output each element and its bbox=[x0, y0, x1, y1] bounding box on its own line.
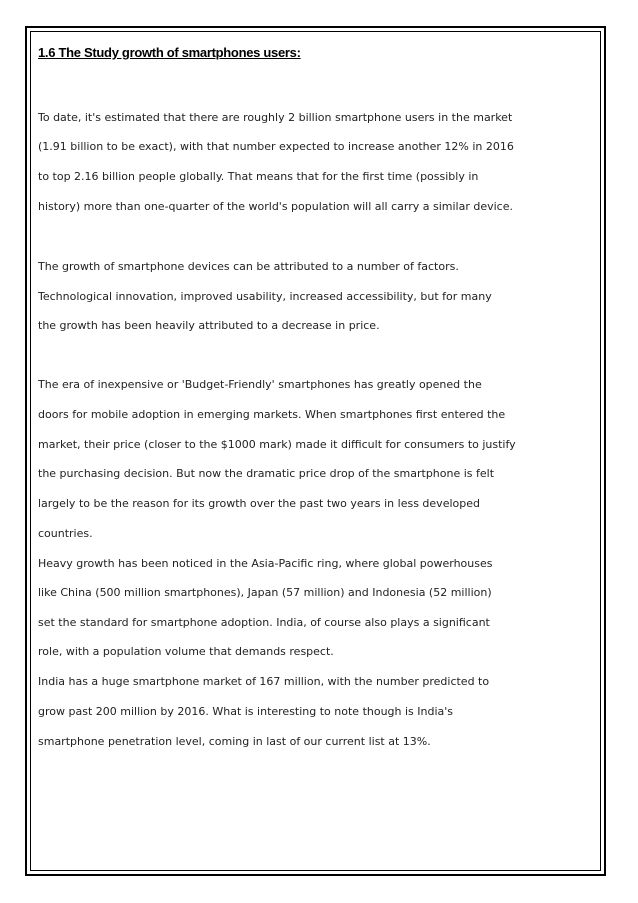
paragraph-5-line-3: smartphone penetration level, coming in last of our current list at 13%. bbox=[38, 735, 431, 748]
paragraph-1-line-4: history) more than one-quarter of the world's population will all carry a similar device. bbox=[38, 200, 513, 213]
paragraph-3-line-1: The era of inexpensive or 'Budget-Friendly' smartphones has greatly opened the bbox=[38, 378, 482, 391]
paragraph-4-line-3: set the standard for smartphone adoption. India, of course also plays a significant bbox=[38, 616, 490, 629]
paragraph-3-line-3: market, their price (closer to the $1000 mark) made it difficult for consumers to justify bbox=[38, 438, 516, 451]
paragraph-5-line-2: grow past 200 million by 2016. What is interesting to note though is India's bbox=[38, 705, 454, 718]
paragraph-4-line-1: Heavy growth has been noticed in the Asia-Pacific ring, where global powerhouses bbox=[38, 557, 493, 570]
paragraph-2-line-2: Technological innovation, improved usability, increased accessibility, but for many bbox=[38, 290, 492, 303]
paragraph-3-line-5: largely to be the reason for its growth over the past two years in less developed bbox=[38, 497, 480, 510]
paragraph-4-line-2: like China (500 million smartphones), Japan (57 million) and Indonesia (52 million) bbox=[38, 586, 492, 599]
paragraph-4-line-4: role, with a population volume that demands respect. bbox=[38, 645, 334, 658]
paragraph-1-line-1: To date, it's estimated that there are roughly 2 billion smartphone users in the market bbox=[38, 111, 513, 124]
paragraph-3-line-2: doors for mobile adoption in emerging markets. When smartphones first entered the bbox=[38, 408, 506, 421]
paragraph-2-line-3: the growth has been heavily attributed to a decrease in price. bbox=[38, 319, 380, 332]
section-heading: 1.6 The Study growth of smartphones users: bbox=[38, 45, 301, 60]
paragraph-2-line-1: The growth of smartphone devices can be attributed to a number of factors. bbox=[38, 260, 459, 273]
paragraph-1-line-3: to top 2.16 billion people globally. That means that for the first time (possibly in bbox=[38, 170, 479, 183]
paragraph-3-line-4: the purchasing decision. But now the dramatic price drop of the smartphone is felt bbox=[38, 467, 495, 480]
paragraph-1-line-2: (1.91 billion to be exact), with that number expected to increase another 12% in 2016 bbox=[38, 140, 514, 153]
paragraph-5-line-1: India has a huge smartphone market of 167 million, with the number predicted to bbox=[38, 675, 490, 688]
paragraph-3-line-6: countries. bbox=[38, 527, 93, 540]
